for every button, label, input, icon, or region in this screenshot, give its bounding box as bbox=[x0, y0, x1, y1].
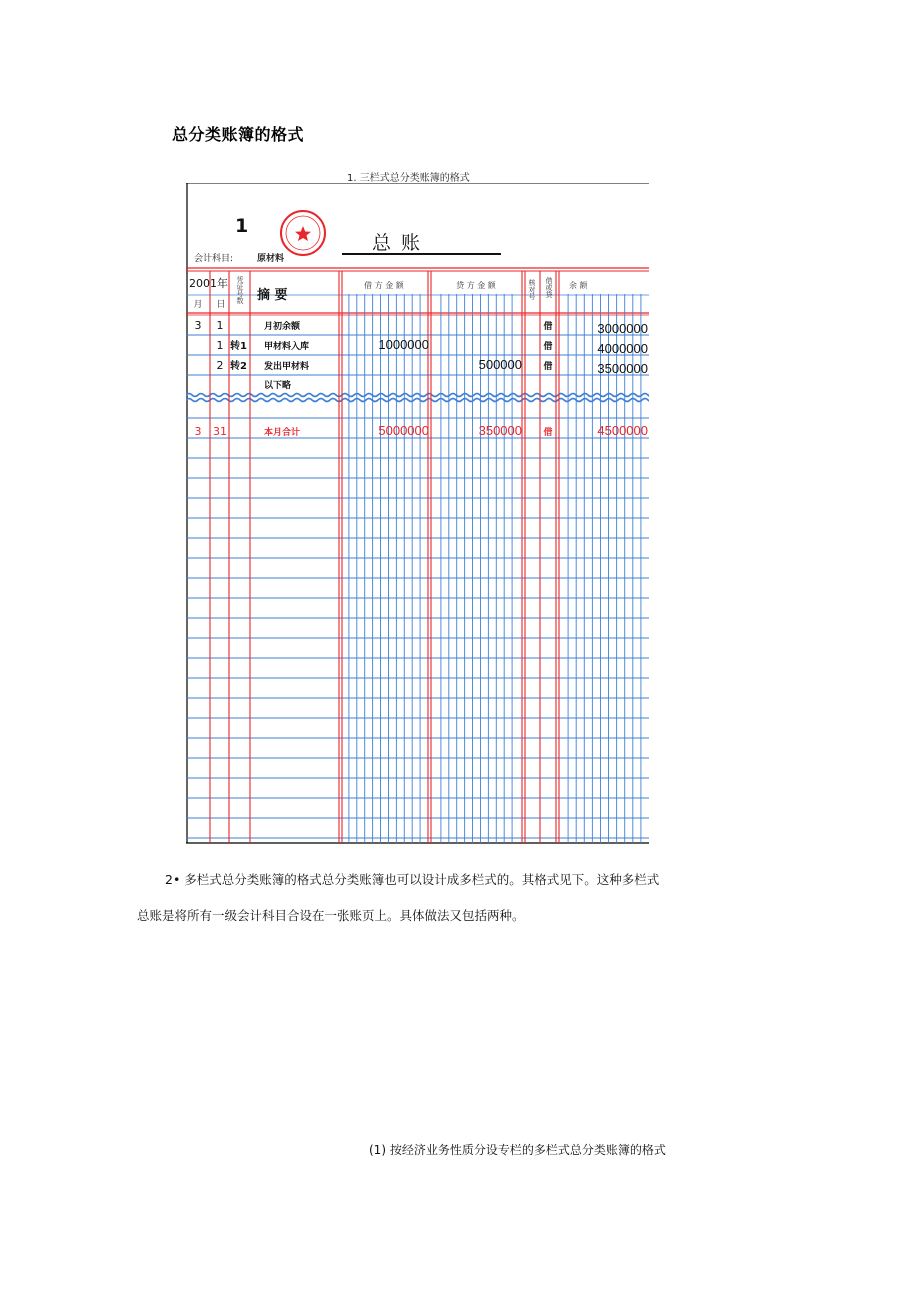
row-summary: 甲材料入库 bbox=[264, 342, 310, 352]
seal-stamp-icon bbox=[281, 211, 325, 255]
row-dc: 借 bbox=[543, 322, 553, 332]
row-summary: 以下略 bbox=[264, 381, 292, 391]
ledger-rows bbox=[195, 319, 649, 438]
ledger-form bbox=[186, 183, 649, 844]
row-dc: 借 bbox=[543, 428, 553, 438]
header-day: 日 bbox=[216, 300, 226, 310]
header-credit: 贷 方 金 额 bbox=[456, 281, 496, 290]
header-voucher: 凭证号数 bbox=[236, 276, 244, 304]
row-dc: 借 bbox=[543, 362, 553, 372]
ledger-row bbox=[217, 337, 649, 356]
header-month: 月 bbox=[193, 300, 203, 310]
row-summary: 月初余额 bbox=[264, 322, 301, 332]
figure-caption-2: (1) 按经济业务性质分设专栏的多栏式总分类账簿的格式 bbox=[369, 1143, 666, 1157]
row-dc: 借 bbox=[543, 342, 553, 352]
row-balance: 3000000 bbox=[597, 321, 648, 336]
header-debit: 借 方 金 额 bbox=[364, 281, 404, 290]
row-debit: 5000000 bbox=[378, 423, 429, 438]
ledger-row bbox=[264, 379, 292, 391]
header-balance: 余 额 bbox=[569, 281, 588, 290]
account-label: 会计科目: bbox=[194, 254, 234, 264]
header-check: 核对号 bbox=[528, 279, 536, 300]
row-credit: 500000 bbox=[478, 357, 522, 372]
row-lines bbox=[186, 295, 649, 838]
account-name: 原材料 bbox=[257, 254, 285, 264]
amount-digit-lines bbox=[349, 294, 641, 843]
row-day: 2 bbox=[216, 359, 224, 372]
ledger-row bbox=[195, 423, 649, 438]
row-summary: 发出甲材料 bbox=[264, 362, 310, 372]
row-credit: 350000 bbox=[478, 423, 522, 438]
row-day: 1 bbox=[216, 339, 224, 352]
ledger-page-number: 1 bbox=[235, 215, 249, 237]
page-heading: 总分类账簿的格式 bbox=[172, 125, 305, 144]
row-debit: 1000000 bbox=[378, 337, 429, 352]
row-month: 3 bbox=[194, 425, 202, 438]
row-day: 31 bbox=[213, 425, 227, 438]
row-balance: 3500000 bbox=[597, 361, 648, 376]
ledger-title: 总 账 bbox=[372, 232, 423, 254]
header-debit-or-credit: 借或贷 bbox=[545, 277, 553, 298]
figure-caption-1: 1. 三栏式总分类账簿的格式 bbox=[347, 173, 470, 184]
header-year: 2001年 bbox=[189, 277, 228, 290]
ledger-figure bbox=[186, 183, 649, 844]
ledger-row bbox=[195, 319, 649, 336]
paragraph-2: 总账是将所有一级会计科目合设在一张账页上。具体做法又包括两种。 bbox=[137, 908, 525, 923]
row-balance: 4500000 bbox=[597, 423, 648, 438]
row-voucher: 转2 bbox=[230, 361, 247, 372]
row-day: 1 bbox=[216, 319, 224, 332]
break-wave-line bbox=[186, 399, 649, 402]
ledger-row bbox=[217, 357, 649, 376]
row-month: 3 bbox=[194, 319, 202, 332]
paragraph-1: 2• 多栏式总分类账簿的格式总分类账簿也可以设计成多栏式的。其格式见下。这种多栏式 bbox=[165, 872, 660, 887]
break-wave-line bbox=[186, 394, 649, 397]
row-summary: 本月合计 bbox=[264, 428, 301, 438]
row-balance: 4000000 bbox=[597, 341, 648, 356]
header-summary: 摘 要 bbox=[257, 288, 288, 303]
row-voucher: 转1 bbox=[230, 341, 247, 352]
